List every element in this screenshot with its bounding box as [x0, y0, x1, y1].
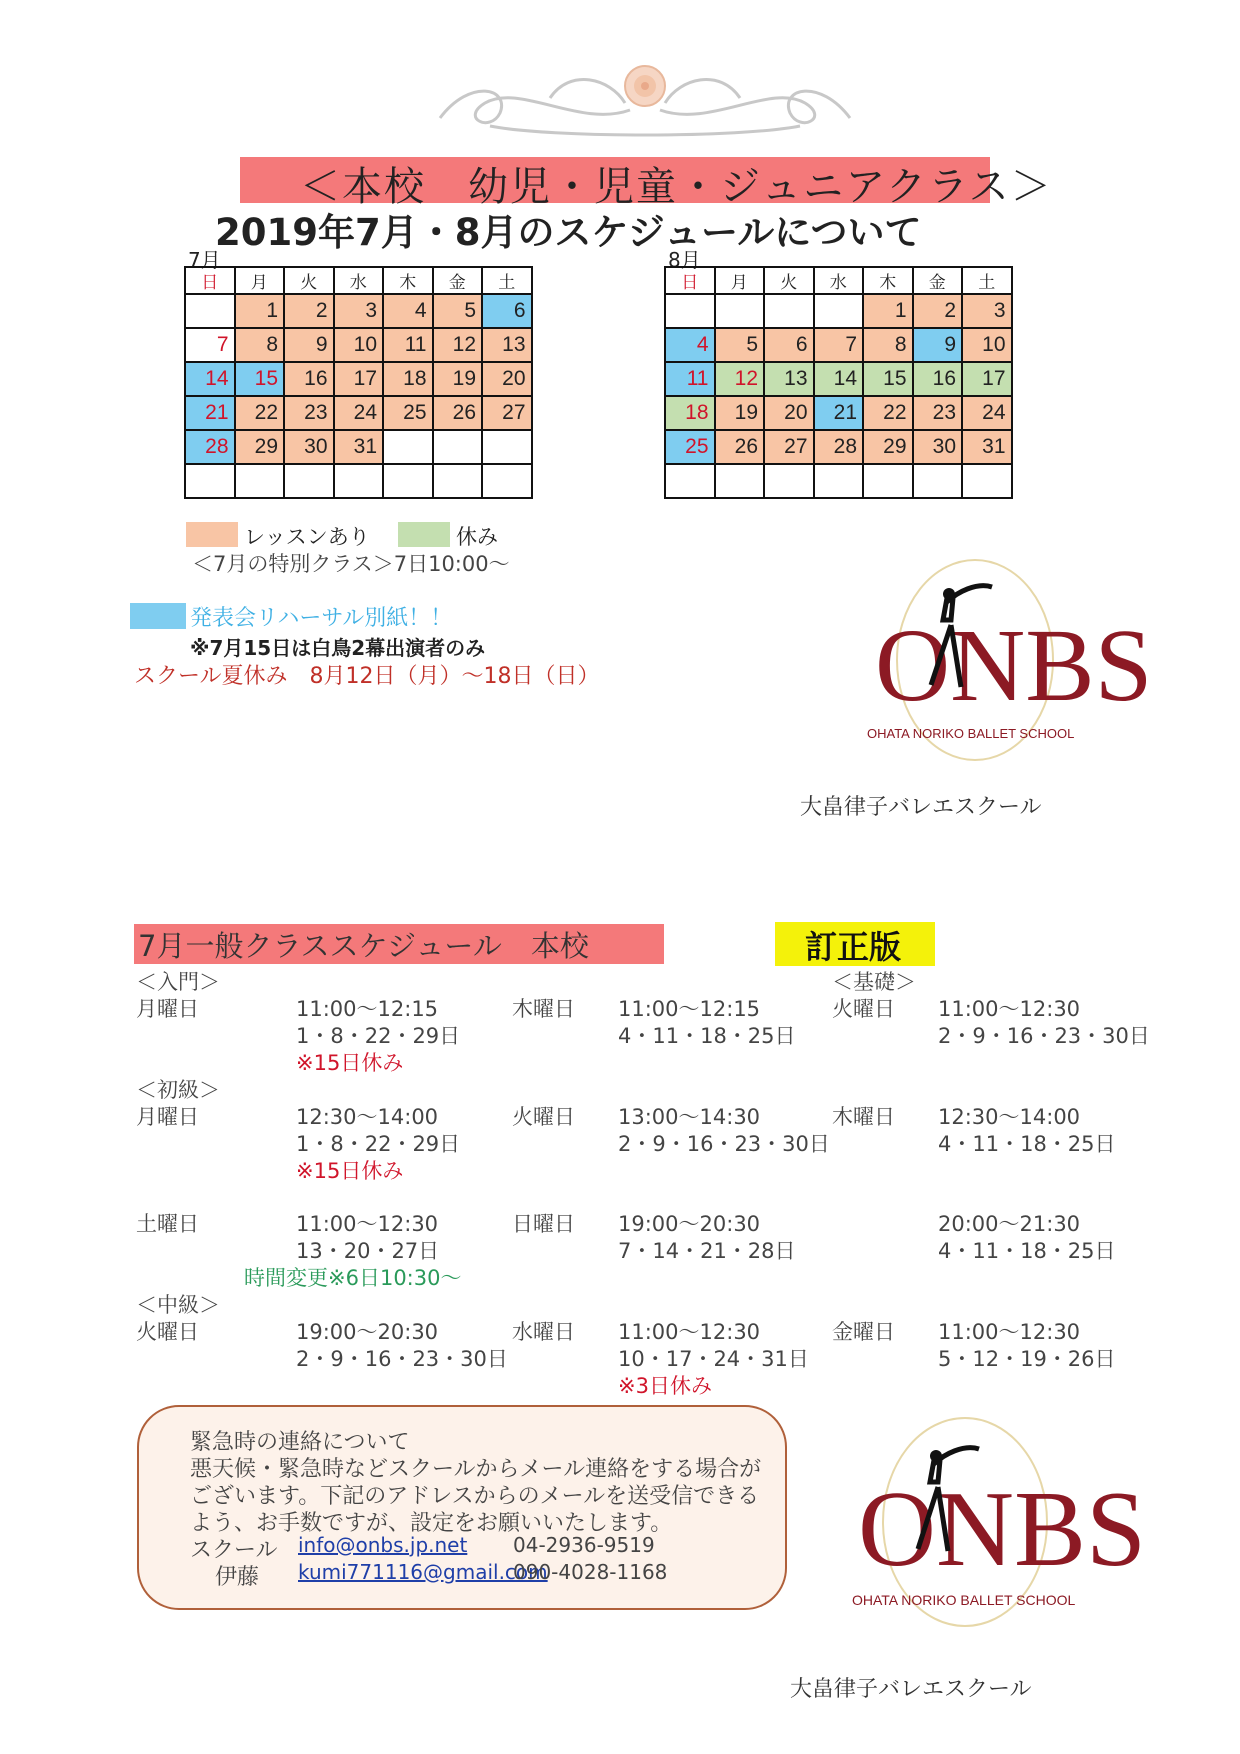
- day-cell: 13: [482, 328, 532, 362]
- day-cell: 24: [334, 396, 384, 430]
- chukyu-wed-day: 水曜日: [512, 1320, 575, 1344]
- day-cell: 16: [913, 362, 963, 396]
- day-cell: 14: [185, 362, 235, 396]
- day-cell: 15: [235, 362, 285, 396]
- day-cell: [185, 294, 235, 328]
- day-cell: 26: [715, 430, 765, 464]
- chukyu-heading: ＜中級＞: [136, 1293, 220, 1317]
- day-cell: [383, 464, 433, 498]
- shokyu-sat-dates: 13・20・27日: [296, 1239, 440, 1263]
- rose-ornament: [430, 58, 860, 138]
- rehearsal-swatch: [130, 603, 186, 629]
- chukyu-tue-time: 19:00～20:30: [296, 1320, 439, 1344]
- day-cell: 4: [665, 328, 715, 362]
- legend-holiday-label: 休み: [456, 525, 498, 549]
- shokyu-sat-day: 土曜日: [136, 1212, 199, 1236]
- day-cell: 2: [913, 294, 963, 328]
- shokyu-thu-day: 木曜日: [832, 1105, 895, 1129]
- swan-note: ※7月15日は白鳥2幕出演者のみ: [190, 636, 486, 660]
- weekday-header: 金: [913, 267, 963, 294]
- day-cell: [863, 464, 913, 498]
- day-cell: [814, 464, 864, 498]
- day-cell: 28: [185, 430, 235, 464]
- day-cell: 20: [482, 362, 532, 396]
- school-name: 大畠律子バレエスクール: [800, 795, 1042, 820]
- chukyu-wed-note: ※3日休み: [618, 1374, 712, 1398]
- day-cell: [284, 464, 334, 498]
- shokyu-thu-time: 12:30～14:00: [938, 1105, 1081, 1129]
- legend-holiday-swatch: [398, 522, 450, 547]
- day-cell: 6: [764, 328, 814, 362]
- legend-lesson-swatch: [186, 522, 238, 547]
- shokyu-sat-time: 11:00～12:30: [296, 1212, 439, 1236]
- weekday-header: 水: [814, 267, 864, 294]
- weekday-header: 日: [665, 267, 715, 294]
- nyumon-thu-day: 木曜日: [512, 997, 575, 1021]
- day-cell: 1: [863, 294, 913, 328]
- july-calendar: [184, 266, 533, 499]
- nyumon-mon-note: ※15日休み: [296, 1051, 404, 1075]
- day-cell: [665, 294, 715, 328]
- weekday-header: 月: [235, 267, 285, 294]
- day-cell: 5: [433, 294, 483, 328]
- july-label: 7月: [188, 248, 221, 272]
- day-cell: [764, 294, 814, 328]
- contact-line4: よう、お手数ですが、設定をお願いいたします。: [190, 1511, 673, 1536]
- day-cell: 30: [284, 430, 334, 464]
- day-cell: 16: [284, 362, 334, 396]
- chukyu-fri-dates: 5・12・19・26日: [938, 1347, 1116, 1371]
- contact-line1: 緊急時の連絡について: [190, 1430, 410, 1455]
- contact-school-label: スクール: [190, 1538, 278, 1563]
- logo-bottom-letters: ONBS: [858, 1470, 1147, 1589]
- day-cell: 15: [863, 362, 913, 396]
- shokyu-tue-time: 13:00～14:30: [618, 1105, 761, 1129]
- nyumon-thu-time: 11:00～12:15: [618, 997, 761, 1021]
- weekday-header: 木: [863, 267, 913, 294]
- chukyu-wed-dates: 10・17・24・31日: [618, 1347, 809, 1371]
- chukyu-tue-dates: 2・9・16・23・30日: [296, 1347, 508, 1371]
- august-calendar: [664, 266, 1013, 499]
- day-cell: 9: [913, 328, 963, 362]
- day-cell: [814, 294, 864, 328]
- day-cell: 17: [962, 362, 1012, 396]
- day-cell: [185, 464, 235, 498]
- weekday-header: 土: [482, 267, 532, 294]
- day-cell: 23: [284, 396, 334, 430]
- shokyu-sun-time: 19:00～20:30: [618, 1212, 761, 1236]
- day-cell: 5: [715, 328, 765, 362]
- ito-phone: 090-4028-1168: [513, 1560, 668, 1584]
- day-cell: [962, 464, 1012, 498]
- day-cell: 6: [482, 294, 532, 328]
- day-cell: 14: [814, 362, 864, 396]
- weekday-header: 日: [185, 267, 235, 294]
- summer-break-note: スクール夏休み 8月12日（月）～18日（日）: [134, 664, 600, 689]
- day-cell: 21: [814, 396, 864, 430]
- logo-bottom-caption: OHATA NORIKO BALLET SCHOOL: [852, 1592, 1076, 1608]
- day-cell: 12: [433, 328, 483, 362]
- day-cell: [482, 464, 532, 498]
- shokyu-thu2-dates: 4・11・18・25日: [938, 1239, 1116, 1263]
- day-cell: [665, 464, 715, 498]
- nyumon-mon-dates: 1・8・22・29日: [296, 1024, 461, 1048]
- day-cell: 3: [334, 294, 384, 328]
- day-cell: 10: [334, 328, 384, 362]
- day-cell: 29: [235, 430, 285, 464]
- chukyu-tue-day: 火曜日: [136, 1320, 199, 1344]
- day-cell: 11: [665, 362, 715, 396]
- day-cell: 26: [433, 396, 483, 430]
- day-cell: 13: [764, 362, 814, 396]
- nyumon-thu-dates: 4・11・18・25日: [618, 1024, 796, 1048]
- day-cell: 4: [383, 294, 433, 328]
- logo-caption: OHATA NORIKO BALLET SCHOOL: [867, 726, 1075, 741]
- shokyu-sun-day: 日曜日: [512, 1212, 575, 1236]
- day-cell: [334, 464, 384, 498]
- shokyu-mon-dates: 1・8・22・29日: [296, 1132, 461, 1156]
- ito-email-link[interactable]: kumi771116@gmail.com: [298, 1560, 548, 1584]
- day-cell: 2: [284, 294, 334, 328]
- day-cell: 29: [863, 430, 913, 464]
- day-cell: 19: [433, 362, 483, 396]
- shokyu-sun-dates: 7・14・21・28日: [618, 1239, 796, 1263]
- school-email-link[interactable]: info@onbs.jp.net: [298, 1533, 468, 1557]
- shokyu-mon-time: 12:30～14:00: [296, 1105, 439, 1129]
- august-label: 8月: [668, 248, 701, 272]
- weekday-header: 火: [764, 267, 814, 294]
- ballerina-logo-icon: [865, 550, 1153, 780]
- day-cell: 8: [235, 328, 285, 362]
- day-cell: 8: [863, 328, 913, 362]
- shokyu-mon-note: ※15日休み: [296, 1159, 404, 1183]
- general-title: 7月一般クラススケジュール 本校: [138, 929, 589, 963]
- rehearsal-note: 発表会リハーサル別紙！！: [190, 606, 453, 631]
- day-cell: 31: [334, 430, 384, 464]
- day-cell: 18: [665, 396, 715, 430]
- day-cell: 17: [334, 362, 384, 396]
- nyumon-heading: ＜入門＞: [136, 970, 220, 994]
- legend-lesson-label: レッスンあり: [244, 525, 370, 549]
- kiso-heading: ＜基礎＞: [832, 970, 916, 994]
- shokyu-heading: ＜初級＞: [136, 1078, 220, 1102]
- day-cell: 23: [913, 396, 963, 430]
- day-cell: 7: [185, 328, 235, 362]
- page-subtitle: 2019年7月・8月のスケジュールについて: [215, 211, 922, 254]
- day-cell: [433, 464, 483, 498]
- day-cell: 10: [962, 328, 1012, 362]
- day-cell: 28: [814, 430, 864, 464]
- school-phone: 04-2936-9519: [513, 1533, 655, 1557]
- page-title: ＜本校 幼児・児童・ジュニアクラス＞: [300, 164, 1053, 210]
- kiso-tue-day: 火曜日: [832, 997, 895, 1021]
- chukyu-fri-day: 金曜日: [832, 1320, 895, 1344]
- day-cell: [482, 430, 532, 464]
- day-cell: 22: [235, 396, 285, 430]
- shokyu-mon-day: 月曜日: [136, 1105, 199, 1129]
- day-cell: [764, 464, 814, 498]
- day-cell: 7: [814, 328, 864, 362]
- weekday-header: 水: [334, 267, 384, 294]
- day-cell: 25: [383, 396, 433, 430]
- chukyu-wed-time: 11:00～12:30: [618, 1320, 761, 1344]
- shokyu-tue-day: 火曜日: [512, 1105, 575, 1129]
- weekday-header: 火: [284, 267, 334, 294]
- day-cell: 3: [962, 294, 1012, 328]
- shokyu-thu2-time: 20:00～21:30: [938, 1212, 1081, 1236]
- day-cell: [235, 464, 285, 498]
- day-cell: 21: [185, 396, 235, 430]
- contact-ito-label: 伊藤: [215, 1565, 260, 1590]
- day-cell: 1: [235, 294, 285, 328]
- weekday-header: 月: [715, 267, 765, 294]
- day-cell: 31: [962, 430, 1012, 464]
- kiso-tue-dates: 2・9・16・23・30日: [938, 1024, 1150, 1048]
- chukyu-fri-time: 11:00～12:30: [938, 1320, 1081, 1344]
- day-cell: 22: [863, 396, 913, 430]
- nyumon-mon-time: 11:00～12:15: [296, 997, 439, 1021]
- nyumon-mon-day: 月曜日: [136, 997, 199, 1021]
- shokyu-tue-dates: 2・9・16・23・30日: [618, 1132, 830, 1156]
- school-logo: [865, 550, 1153, 780]
- day-cell: 12: [715, 362, 765, 396]
- weekday-header: 木: [383, 267, 433, 294]
- shokyu-thu-dates: 4・11・18・25日: [938, 1132, 1116, 1156]
- day-cell: 27: [764, 430, 814, 464]
- school-name-bottom: 大畠律子バレエスクール: [790, 1677, 1032, 1702]
- day-cell: 20: [764, 396, 814, 430]
- shokyu-sat-note: 時間変更※6日10:30～: [244, 1266, 462, 1290]
- day-cell: 25: [665, 430, 715, 464]
- day-cell: [433, 430, 483, 464]
- day-cell: 9: [284, 328, 334, 362]
- ito-email-clip: [298, 1560, 548, 1584]
- contact-line2: 悪天候・緊急時などスクールからメール連絡をする場合が: [190, 1457, 762, 1482]
- revised-label: 訂正版: [805, 928, 902, 966]
- day-cell: 11: [383, 328, 433, 362]
- kiso-tue-time: 11:00～12:30: [938, 997, 1081, 1021]
- day-cell: 19: [715, 396, 765, 430]
- day-cell: 30: [913, 430, 963, 464]
- day-cell: [383, 430, 433, 464]
- day-cell: [913, 464, 963, 498]
- day-cell: 24: [962, 396, 1012, 430]
- day-cell: [715, 294, 765, 328]
- day-cell: [715, 464, 765, 498]
- day-cell: 18: [383, 362, 433, 396]
- contact-line3: ございます。下記のアドレスからのメールを送受信できる: [190, 1484, 760, 1509]
- special-class-note: ＜7月の特別クラス＞7日10:00～: [192, 552, 510, 576]
- school-logo-bottom: [850, 1410, 1147, 1640]
- weekday-header: 金: [433, 267, 483, 294]
- logo-letters: ONBS: [875, 608, 1153, 723]
- weekday-header: 土: [962, 267, 1012, 294]
- day-cell: 27: [482, 396, 532, 430]
